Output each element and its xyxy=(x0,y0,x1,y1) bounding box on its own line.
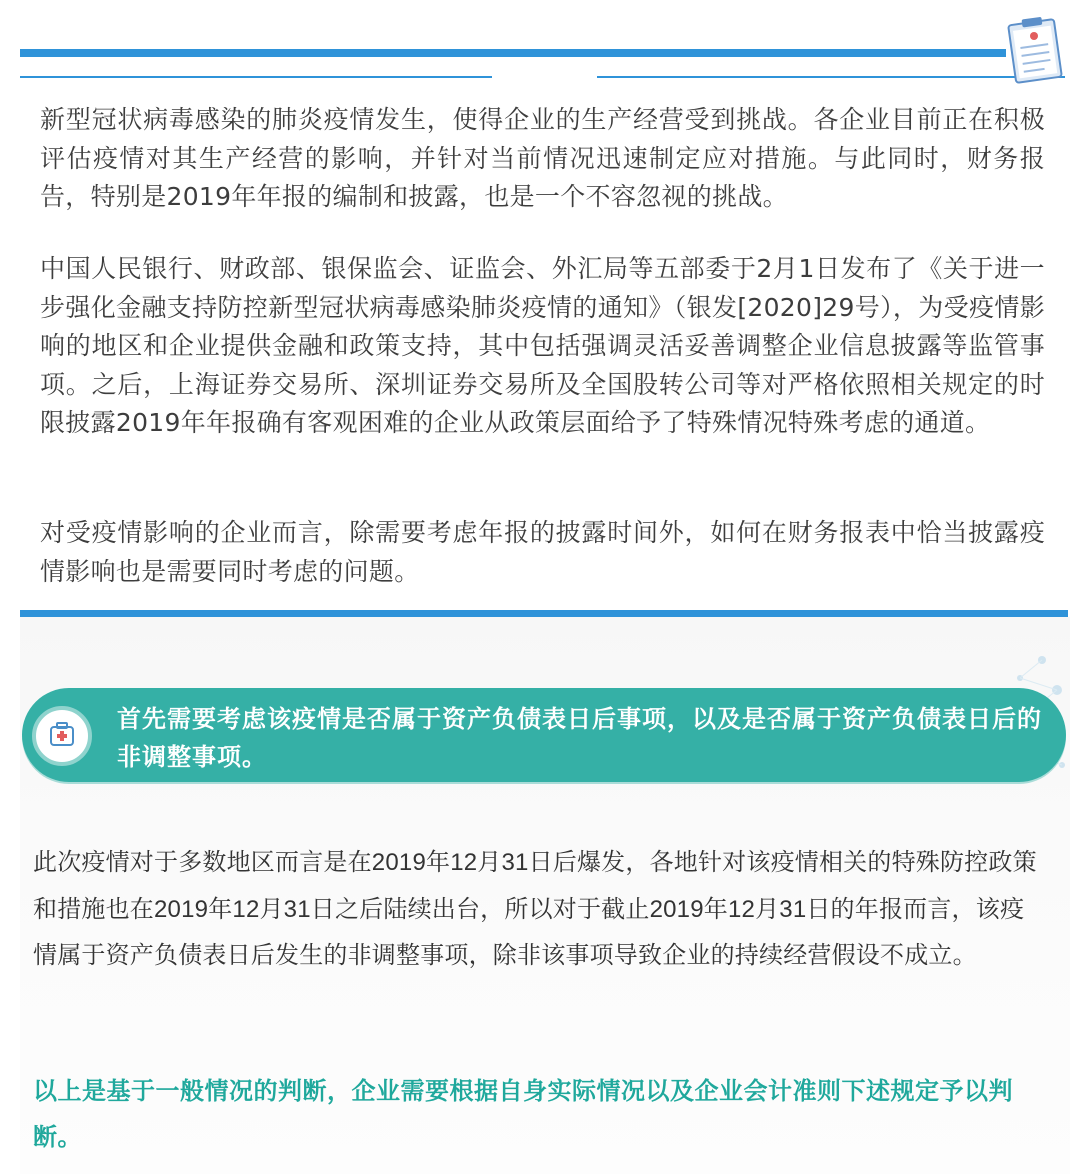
intro-paragraph: 新型冠状病毒感染的肺炎疫情发生，使得企业的生产经营受到挑战。各企业目前正在积极评估疫情对其生产经营的影响，并针对当前情况迅速制定应对措施。与此同时，财务报告，特别是2019年年报的编制和披露，也是一个不容忽视的挑战。 xyxy=(40,105,1045,211)
callout-text: 首先需要考虑该疫情是否属于资产负债表日后事项，以及是否属于资产负债表日后的非调整事项。 xyxy=(117,705,1042,771)
conclusion-highlight: 以上是基于一般情况的判断，企业需要根据自身实际情况以及企业会计准则下述规定予以判断。 xyxy=(33,1077,1013,1151)
key-question-callout xyxy=(22,688,1066,782)
medical-kit-icon xyxy=(36,710,88,762)
callout-bubble xyxy=(32,706,92,766)
header-divider-bar xyxy=(20,49,1006,57)
clipboard-icon xyxy=(1004,12,1070,84)
policy-paragraph: 中国人民银行、财政部、银保监会、证监会、外汇局等五部委于2月1日发布了《关于进一步强化金融支持防控新型冠状病毒感染肺炎疫情的通知》（银发[2020]29号），为受疫情影响的地区和企业提供金融和政策支持，其中包括强调灵活妥善调整企业信息披露等监管事项。之后，上海证券交易所、深圳证券交易所及全国股转公司等对严格依照相关规定的时限披露2019年年报确有客观困难的企业从政策层面给予了特殊情况特殊考虑的通道。 xyxy=(40,254,1045,437)
section-divider-bar xyxy=(20,610,1068,617)
header-thin-line-left xyxy=(20,76,492,78)
analysis-paragraph: 此次疫情对于多数地区而言是在2019年12月31日后爆发，各地针对该疫情相关的特殊防控政策和措施也在2019年12月31日之后陆续出台，所以对于截止2019年12月31日的年报而言，该疫情属于资产负债表日后发生的非调整事项，除非该事项导致企业的持续经营假设不成立。 xyxy=(33,849,1037,969)
disclosure-paragraph: 对受疫情影响的企业而言，除需要考虑年报的披露时间外，如何在财务报表中恰当披露疫情影响也是需要同时考虑的问题。 xyxy=(40,518,1045,586)
header-thin-line-right xyxy=(597,76,1065,78)
